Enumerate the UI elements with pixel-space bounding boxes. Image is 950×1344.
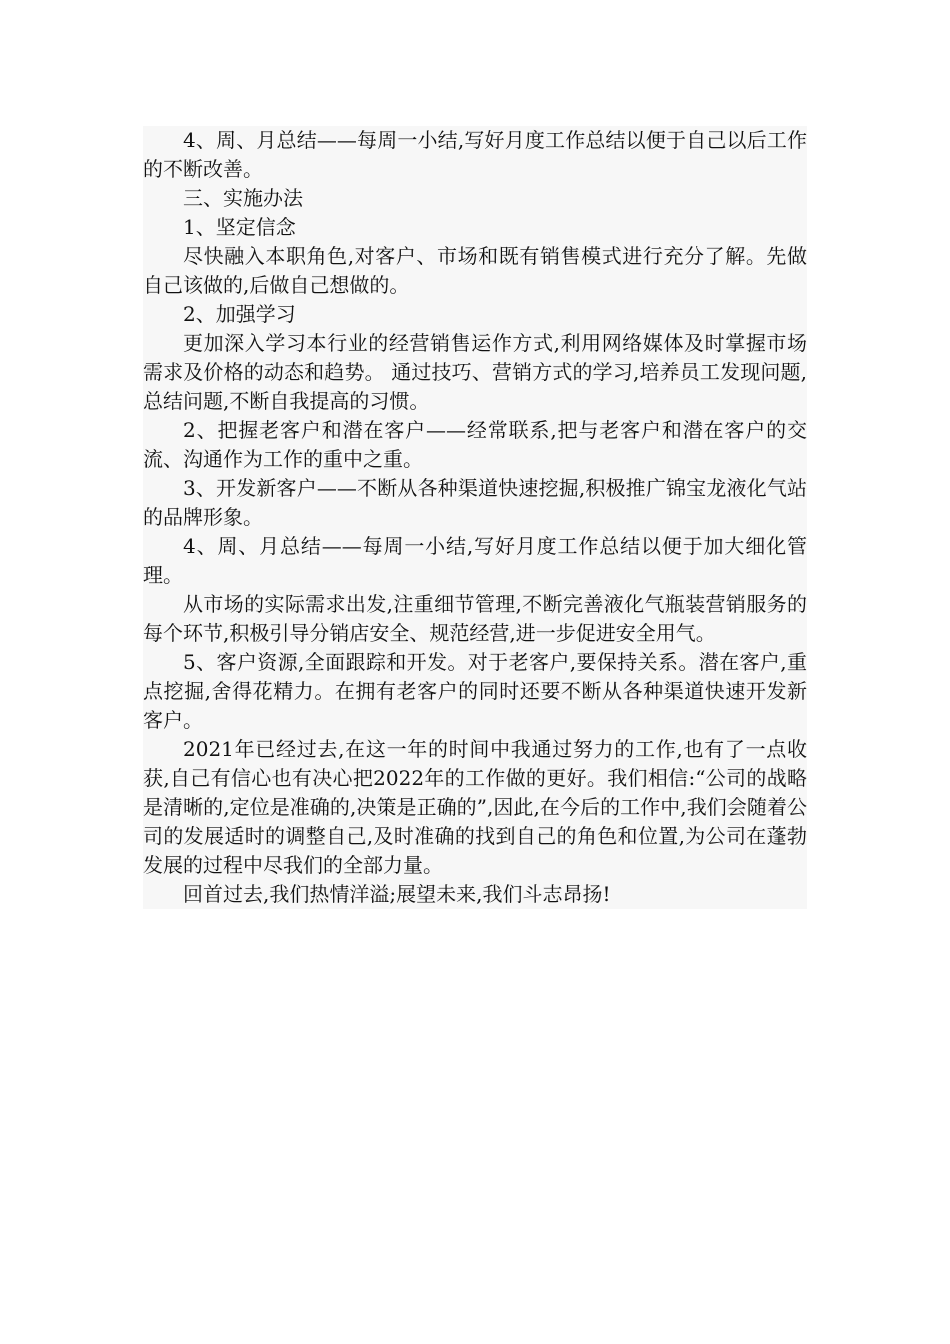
subheading-firm-belief: 1、坚定信念: [183, 215, 296, 239]
paragraph-weekly-monthly-summary: 4、周、月总结——每周一小结,写好月度工作总结以便于自己以后工作的不断改善。: [143, 128, 807, 181]
paragraph-customer-resources: 5、客户资源,全面跟踪和开发。对于老客户,要保持关系。潜在客户,重点挖掘,舍得花精力。在拥有老客户的同时还要不断从各种渠道快速开发新客户。: [143, 650, 807, 732]
paragraph-existing-customers: 2、把握老客户和潜在客户——经常联系,把与老客户和潜在客户的交流、沟通作为工作的重中之重。: [143, 418, 807, 471]
paragraph-market-demand: 从市场的实际需求出发,注重细节管理,不断完善液化气瓶装营销服务的每个环节,积极引导分销店安全、规范经营,进一步促进安全用气。: [143, 592, 807, 645]
document-text-block: [143, 126, 807, 909]
paragraph-industry-learning: 更加深入学习本行业的经营销售运作方式,利用网络媒体及时掌握市场需求及价格的动态和趋势。 通过技巧、营销方式的学习,培养员工发现问题,总结问题,不断自我提高的习惯。: [143, 331, 807, 413]
subheading-strengthen-learning: 2、加强学习: [183, 302, 296, 326]
paragraph-closing: 回首过去,我们热情洋溢;展望未来,我们斗志昂扬!: [183, 882, 611, 906]
paragraph-refined-management: 4、周、月总结——每周一小结,写好月度工作总结以便于加大细化管理。: [143, 534, 807, 587]
paragraph-year-review: 2021年已经过去,在这一年的时间中我通过努力的工作,也有了一点收获,自己有信心也有决心把2022年的工作做的更好。我们相信:“公司的战略是清晰的,定位是准确的,决策是正确的”,因此,在今后的工作中,我们会随着公司的发展适时的调整自己,及时准确的找到自己的角色和位置,为公司在蓬勃发展的过程中尽我们的全部力量。: [143, 737, 807, 877]
paragraph-role-integration: 尽快融入本职角色,对客户、市场和既有销售模式进行充分了解。先做自己该做的,后做自己想做的。: [143, 244, 807, 297]
paragraph-new-customers: 3、开发新客户——不断从各种渠道快速挖掘,积极推广锦宝龙液化气站的品牌形象。: [143, 476, 807, 529]
heading-implementation-methods: 三、实施办法: [183, 186, 303, 210]
